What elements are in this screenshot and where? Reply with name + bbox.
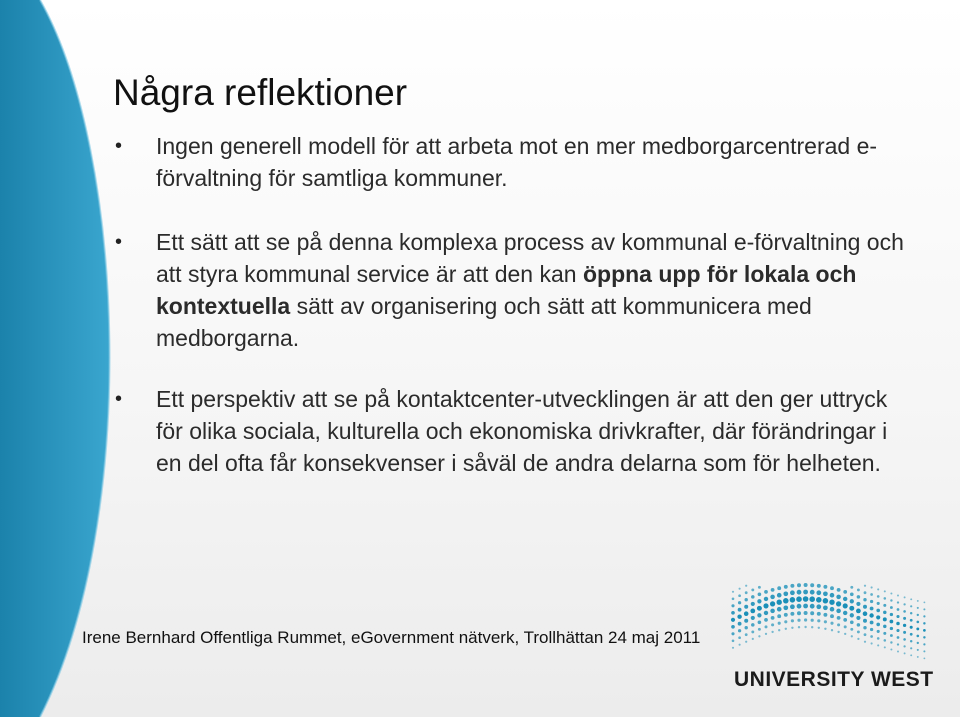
logo-dot <box>850 592 854 596</box>
logo-dot <box>870 628 873 631</box>
logo-dot <box>903 645 905 647</box>
logo-dot <box>817 612 821 616</box>
logo-dot <box>843 590 847 594</box>
logo-dot <box>856 616 860 620</box>
logo-dot <box>904 596 906 598</box>
logo-dot <box>830 586 834 590</box>
logo-dot <box>784 613 788 617</box>
logo-dot <box>797 611 801 615</box>
bullet-text: Ett perspektiv att se på kontaktcenter-utvecklingen är att den ger uttryck för olika sociala, kulturella och ekonomiska drivkrafter, där förändringar i en del ofta får konsekvenser i såväl de andra delarna som för helheten. <box>156 386 888 476</box>
logo-dot <box>758 620 762 624</box>
slide-title: Några reflektioner <box>113 72 408 113</box>
logo-dot <box>843 603 848 608</box>
logo-dot <box>784 585 788 589</box>
logo-dot <box>890 648 892 650</box>
logo-dot <box>836 601 841 606</box>
logo-dot <box>863 611 868 616</box>
logo-dot <box>890 620 894 624</box>
logo-dot <box>783 591 788 596</box>
logo-dot <box>797 583 801 587</box>
logo-dot <box>910 619 913 622</box>
logo-dot <box>883 632 886 635</box>
logo-dot <box>896 615 899 618</box>
logo-dot <box>884 597 887 600</box>
bullet-dot: • <box>115 388 123 410</box>
logo-dot <box>877 644 879 646</box>
logo-dot <box>844 633 846 635</box>
logo-dot <box>883 604 886 607</box>
logo-dot <box>810 583 814 587</box>
logo-dot <box>745 591 748 594</box>
logo-dot <box>903 631 906 634</box>
logo-dot <box>837 631 839 633</box>
logo-dot <box>752 638 754 640</box>
logo-dot <box>890 627 893 630</box>
logo-dot <box>917 607 919 609</box>
logo-dot <box>809 596 815 602</box>
logo-dot <box>850 620 854 624</box>
logo-dot <box>817 619 820 622</box>
logo-dot <box>745 641 747 643</box>
logo-dot <box>777 586 781 590</box>
logo-dot <box>890 634 893 637</box>
logo-dot <box>803 590 808 595</box>
logo-dot <box>803 604 808 609</box>
logo-dot <box>837 616 841 620</box>
logo-dot <box>824 628 826 630</box>
logo-dot <box>783 598 788 603</box>
logo-dot <box>890 606 893 609</box>
logo-dot <box>739 644 741 646</box>
logo-dot <box>771 631 773 633</box>
bullet-dot: • <box>115 135 123 157</box>
logo-dot <box>758 592 762 596</box>
logo-dot <box>916 635 919 638</box>
logo-dot <box>810 604 815 609</box>
logo-dot <box>844 625 847 628</box>
logo-dot <box>790 590 795 595</box>
logo-dot <box>758 635 760 637</box>
logo-dot <box>757 606 762 611</box>
logo-dot <box>870 635 873 638</box>
logo-dot <box>884 639 887 642</box>
logo-dot <box>731 618 735 622</box>
logo-dot <box>857 623 861 627</box>
logo-dot <box>897 595 899 597</box>
logo-dot <box>764 618 768 622</box>
bullet-item <box>115 130 905 194</box>
logo-dot <box>864 585 866 587</box>
logo-dot <box>738 594 741 597</box>
logo-dot <box>877 602 880 605</box>
logo-dot <box>770 601 775 606</box>
logo-dot <box>811 626 813 628</box>
logo-dot <box>804 583 808 587</box>
logo-dot <box>751 602 755 606</box>
logo-dot <box>744 605 748 609</box>
logo-dot <box>850 613 854 617</box>
logo-dot <box>737 615 741 619</box>
logo-dot <box>816 604 821 609</box>
logo-dot <box>897 643 899 645</box>
logo-dot <box>836 609 841 614</box>
logo-dot <box>738 636 741 639</box>
logo-dot <box>731 611 735 615</box>
logo-dot <box>890 641 892 643</box>
logo-dot <box>923 615 925 617</box>
logo-dot <box>738 629 741 632</box>
logo-dot <box>758 586 761 589</box>
logo-dot <box>829 600 834 605</box>
logo-dot <box>778 622 781 625</box>
logo-dot <box>884 646 886 648</box>
logo-dot <box>917 614 919 616</box>
logo-dot <box>897 601 899 603</box>
logo-dot <box>731 604 734 607</box>
bullet-item <box>115 383 905 479</box>
logo-dot <box>731 625 735 629</box>
logo-dot <box>784 620 787 623</box>
bullet-text-after: sätt av organisering och sätt att kommunicera med medborgarna. <box>156 293 812 351</box>
logo-dot <box>764 597 768 601</box>
logo-dot <box>903 610 906 613</box>
logo-dot <box>823 598 828 603</box>
logo-text: UNIVERSITY WEST <box>734 668 934 691</box>
logo-dot <box>850 599 854 603</box>
logo-dot <box>758 628 761 631</box>
logo-dot <box>917 642 919 644</box>
logo-dot <box>877 595 880 598</box>
logo-dot <box>830 593 835 598</box>
logo-dot <box>837 588 841 592</box>
logo-dot <box>811 619 814 622</box>
logo-dot <box>751 588 754 591</box>
logo-dot <box>797 590 802 595</box>
logo-dot <box>916 621 919 624</box>
logo-dot <box>744 619 748 623</box>
logo-dot <box>863 598 866 601</box>
logo-dot <box>771 616 775 620</box>
logo-dot <box>864 633 867 636</box>
logo-dot <box>857 595 861 599</box>
logo-dot <box>790 597 796 603</box>
logo-dot <box>897 636 900 639</box>
logo-dot <box>738 608 742 612</box>
logo-dot <box>738 622 742 626</box>
logo-dot <box>817 584 821 588</box>
logo-dot <box>830 614 834 618</box>
logo-dot <box>923 622 925 624</box>
logo-dot <box>816 590 821 595</box>
logo-dot <box>917 656 919 658</box>
logo-dot <box>916 627 919 630</box>
logo-dot <box>910 647 912 649</box>
logo-dot <box>810 611 814 615</box>
logo-dot <box>904 652 906 654</box>
logo-dot <box>897 608 900 611</box>
logo-dot <box>791 619 794 622</box>
logo-dot <box>745 626 748 629</box>
logo-dot <box>732 597 735 600</box>
logo-dot <box>763 603 768 608</box>
logo-dot <box>851 635 853 637</box>
logo-dot <box>923 657 925 659</box>
logo-dot <box>777 607 782 612</box>
logo-dot <box>777 614 781 618</box>
logo-dot <box>797 604 802 609</box>
logo-dot <box>863 605 867 609</box>
university-west-logo <box>725 583 934 693</box>
logo-dot <box>803 596 809 602</box>
logo-dot <box>804 618 807 621</box>
logo-dot <box>731 632 734 635</box>
logo-dot <box>910 612 912 614</box>
logo-dot <box>843 597 847 601</box>
logo-dot <box>877 588 879 590</box>
logo-dot <box>910 654 912 656</box>
logo-dot <box>804 611 808 615</box>
bullet-item <box>115 226 905 354</box>
logo-dot <box>863 619 867 623</box>
logo-dot <box>764 590 768 594</box>
bullet-dot: • <box>115 231 123 253</box>
logo-dot <box>896 622 900 626</box>
logo-dot <box>823 585 827 589</box>
logo-dot <box>910 626 913 629</box>
logo-dot <box>923 629 926 632</box>
logo-dot <box>738 601 741 604</box>
logo-dot <box>910 605 912 607</box>
logo-dot <box>910 633 913 636</box>
logo-dot <box>757 613 761 617</box>
logo-dot <box>796 596 802 602</box>
logo-dot <box>917 649 919 651</box>
logo-dot <box>739 588 741 590</box>
logo-dot <box>870 600 873 603</box>
logo-dot <box>778 629 780 631</box>
logo-dot <box>836 595 841 600</box>
logo-dot <box>863 626 866 629</box>
bullet-text: Ingen generell modell för att arbeta mot en mer medborgarcentrerad e-förvaltning för samtliga kommuner. <box>156 133 878 191</box>
logo-dot <box>765 625 768 628</box>
bullet-text: Ett sätt att se på denna komplexa process av kommunal e-förvaltning och att styra kommunal service är att den kan <box>156 229 904 287</box>
logo-dot <box>917 600 919 602</box>
logo-dot <box>849 606 854 611</box>
logo-dot <box>896 629 899 632</box>
logo-dot <box>745 633 748 636</box>
logo-dot <box>910 640 912 642</box>
logo-dot <box>798 626 800 628</box>
logo-dot <box>757 599 761 603</box>
logo-dot <box>897 651 899 653</box>
logo-dot <box>770 609 775 614</box>
logo-dot <box>890 613 893 616</box>
logo-dot <box>857 588 860 591</box>
logo-dot <box>871 586 873 588</box>
logo-dot <box>830 622 833 625</box>
logo-dot <box>790 612 794 616</box>
logo-dot <box>871 642 873 644</box>
logo-dot <box>869 613 873 617</box>
logo-dot <box>790 584 794 588</box>
logo-dot <box>764 611 768 615</box>
logo-dot <box>876 615 880 619</box>
logo-dot <box>823 591 828 596</box>
logo-dot <box>864 591 867 594</box>
logo-dot <box>830 607 835 612</box>
logo-dot-pattern-icon <box>725 583 930 668</box>
logo-dot <box>831 629 833 631</box>
logo-dot <box>884 590 886 592</box>
logo-dot <box>823 605 828 610</box>
logo-dot <box>783 605 788 610</box>
logo-dot <box>923 608 925 610</box>
logo-dot <box>903 617 906 620</box>
logo-dot <box>797 619 800 622</box>
logo-dot <box>876 623 880 627</box>
logo-dot <box>750 609 755 614</box>
logo-dot <box>751 623 755 627</box>
logo-dot <box>810 590 815 595</box>
logo-dot <box>877 637 880 640</box>
logo-dot <box>850 628 853 631</box>
logo-dot <box>910 598 912 600</box>
logo-dot <box>770 595 775 600</box>
logo-dot <box>765 633 767 635</box>
logo-dot <box>790 604 795 609</box>
logo-dot <box>857 638 859 640</box>
logo-dot <box>785 628 787 630</box>
slide-footer: Irene Bernhard Offentliga Rummet, eGovernment nätverk, Trollhättan 24 maj 2011 <box>82 628 701 647</box>
logo-dot <box>777 600 782 605</box>
logo-dot <box>857 630 860 633</box>
logo-dot <box>751 616 755 620</box>
logo-dot <box>791 627 793 629</box>
logo-dot <box>771 623 774 626</box>
logo-dot <box>751 630 754 633</box>
logo-dot <box>751 595 755 599</box>
logo-dot <box>823 613 827 617</box>
logo-dot <box>864 641 866 643</box>
logo-dot <box>777 593 782 598</box>
logo-dot <box>856 609 861 614</box>
logo-dot <box>923 643 925 645</box>
logo-dot <box>744 611 749 616</box>
logo-dot <box>732 647 734 649</box>
logo-dot <box>890 592 892 594</box>
logo-dot <box>883 625 886 628</box>
logo-dot <box>877 630 880 633</box>
logo-dot <box>732 591 734 593</box>
logo-dot <box>870 607 874 611</box>
logo-dot <box>771 588 775 592</box>
logo-dot <box>824 620 827 623</box>
logo-dot <box>856 602 860 606</box>
logo-dot <box>876 609 880 613</box>
logo-dot <box>923 601 925 603</box>
logo-dot <box>732 639 735 642</box>
logo-dot <box>870 593 873 596</box>
bullet-list <box>115 130 905 479</box>
logo-dot <box>923 636 925 638</box>
bullet-bold-text: öppna upp för lokala och kontextuella <box>156 261 857 319</box>
logo-dot <box>804 626 806 628</box>
logo-dot <box>837 623 840 626</box>
logo-dot <box>850 586 853 589</box>
logo-dot <box>843 618 847 622</box>
logo-dot <box>883 617 887 621</box>
arc-band <box>0 0 109 717</box>
logo-dot <box>890 599 892 601</box>
logo-dot <box>923 650 925 652</box>
logo-dot <box>745 598 748 601</box>
logo-dot <box>818 627 820 629</box>
logo-dot <box>745 585 747 587</box>
logo-dot <box>843 611 847 615</box>
logo-dot <box>883 611 886 614</box>
logo-dot <box>903 603 905 605</box>
logo-dot <box>903 638 906 641</box>
logo-dot <box>816 597 822 603</box>
logo-dot <box>870 621 874 625</box>
logo-dot <box>903 624 906 627</box>
